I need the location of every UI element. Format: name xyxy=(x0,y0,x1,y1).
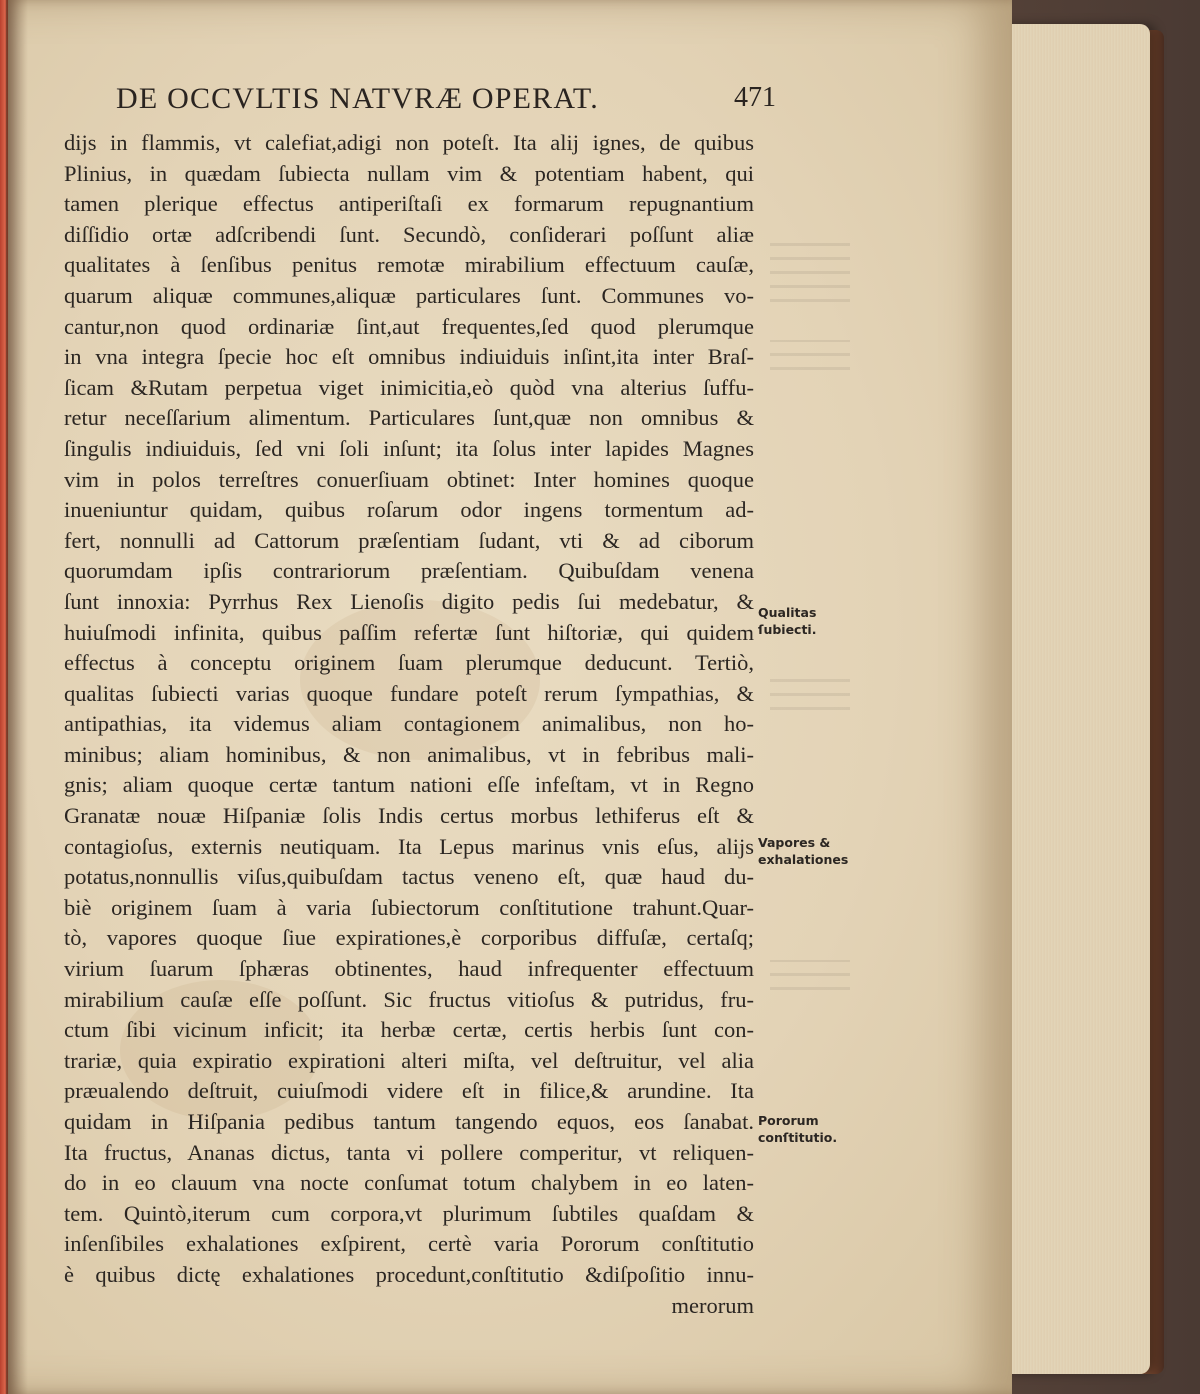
bleed-through-text xyxy=(770,242,850,302)
text-line: Granatæ nouæ Hiſpaniæ ſolis Indis certus morbus lethiferus eſt & xyxy=(64,803,754,829)
catchword: merorum xyxy=(671,1292,754,1318)
page-number: 471 xyxy=(734,82,776,113)
running-title: DE OCCVLTIS NATVRÆ OPERAT. xyxy=(116,82,599,115)
text-line: gnis; aliam quoque certæ tantum nationi eſſe infeſtam, vt in Regno xyxy=(64,772,754,798)
bleed-through-text xyxy=(770,960,850,990)
text-line: contagioſus, externis neutiquam. Ita Lepus marinus vnis eſus, alijs xyxy=(64,833,754,859)
marginal-note-line: conſtitutio. xyxy=(758,1130,838,1145)
text-line: inueniuntur quidam, quibus roſarum odor ingens tormentum ad- xyxy=(64,497,754,523)
marginal-note-vapores xyxy=(758,834,848,868)
text-line: biè originem ſuam à varia ſubiectorum conſtitutione trahunt.Quar- xyxy=(64,894,754,920)
text-line: præualendo deſtruit, cuiuſmodi videre eſt in filice,& arundine. Ita xyxy=(64,1078,754,1104)
marginal-note-line: Qualitas xyxy=(758,605,817,620)
text-line: do in eo clauum vna nocte conſumat totum chalybem in eo laten- xyxy=(64,1170,754,1196)
text-line: qualitates à ſenſibus penitus remotæ mirabilium effectuum cauſæ, xyxy=(64,252,754,278)
body-text xyxy=(64,128,754,1321)
running-head xyxy=(116,82,776,122)
text-line: quidam in Hiſpania pedibus tantum tangendo equos, eos ſanabat. xyxy=(64,1109,754,1134)
text-line: mirabilium cauſæ eſſe poſſunt. Sic fructus vitioſus & putridus, fru- xyxy=(64,986,754,1012)
text-line: è quibus dictę exhalationes procedunt,conſtitutio &diſpoſitio innu- xyxy=(64,1261,754,1287)
text-line: potatus,nonnullis viſus,quibuſdam tactus veneno eſt, quæ haud du- xyxy=(64,864,754,890)
text-line: quorumdam ipſis contrariorum præſentiam. Quibuſdam venena xyxy=(64,558,754,584)
marginal-note-line: exhalationes xyxy=(758,852,849,867)
page-edges-block xyxy=(990,24,1150,1374)
text-line: quarum aliquæ communes,aliquæ particulares ſunt. Communes vo- xyxy=(64,282,754,308)
text-line: cantur,non quod ordinariæ ſint,aut frequentes,ſed quod plerumque xyxy=(64,313,754,339)
text-line: inſenſibiles exhalationes exſpirent, certè varia Pororum conſtitutio xyxy=(64,1231,754,1257)
text-line: Plinius, in quædam ſubiecta nullam vim & potentiam habent, qui xyxy=(64,160,754,186)
text-line: fert, nonnulli ad Cattorum præſentiam ſudant, vti & ad ciborum xyxy=(64,527,754,553)
marginal-note-line: ſubiecti. xyxy=(758,622,817,637)
bleed-through-text xyxy=(770,670,850,710)
text-line: minibus; aliam hominibus, & non animalibus, vt in febribus mali- xyxy=(64,741,754,767)
text-line: qualitas ſubiecti varias quoque fundare poteſt rerum ſympathias, & xyxy=(64,680,754,706)
marginal-note-line: Vapores & xyxy=(758,835,831,850)
text-line: dijs in flammis, vt calefiat,adigi non poteſt. Ita alij ignes, de quibus xyxy=(64,130,754,155)
text-line: ctum ſibi vicinum inficit; ita herbæ certæ, certis herbis ſunt con- xyxy=(64,1017,754,1043)
marginal-note-pororum xyxy=(758,1112,837,1146)
text-line: Ita fructus, Ananas dictus, tanta vi pollere comperitur, vt reliquen- xyxy=(64,1139,754,1165)
text-line: virium ſuarum ſphæras obtinentes, haud infrequenter effectuum xyxy=(64,956,754,982)
text-line: diſſidio ortæ adſcribendi ſunt. Secundò, conſiderari poſſunt aliæ xyxy=(64,221,754,247)
text-line: ſicam &Rutam perpetua viget inimicitia,eò quòd vna alterius ſuffu- xyxy=(64,374,754,400)
text-line: tò, vapores quoque ſiue expirationes,è corporibus diffuſæ, certaſq; xyxy=(64,925,754,951)
text-line: vim in polos terreſtres conuerſiuam obtinet: Inter homines quoque xyxy=(64,466,754,492)
text-line: ſunt innoxia: Pyrrhus Rex Lienoſis digito pedis ſui medebatur, & xyxy=(64,588,754,614)
bleed-through-text xyxy=(770,340,850,370)
marginal-note-line: Pororum xyxy=(758,1113,819,1128)
text-line: in vna integra ſpecie hoc eſt omnibus indiuiduis inſint,ita inter Braſ- xyxy=(64,344,754,370)
text-line: trariæ, quia expiratio expirationi alteri miſta, vel deſtruitur, vel alia xyxy=(64,1047,754,1073)
text-line: retur neceſſarium alimentum. Particulares ſunt,quæ non omnibus & xyxy=(64,405,754,431)
text-line: effectus à conceptu originem ſuam plerumque deducunt. Tertiò, xyxy=(64,650,754,676)
gutter-shadow xyxy=(6,0,28,1394)
text-line: tem. Quintò,iterum cum corpora,vt plurimum ſubtiles quaſdam & xyxy=(64,1200,754,1226)
text-line: antipathias, ita videmus aliam contagionem animalibus, non ho- xyxy=(64,711,754,737)
marginal-note-qualitas xyxy=(758,604,816,638)
text-line: huiuſmodi infinita, quibus paſſim refertæ ſunt hiſtoriæ, qui quidem xyxy=(64,619,754,645)
text-line: tamen plerique effectus antiperiſtaſi ex formarum repugnantium xyxy=(64,191,754,217)
text-line: ſingulis indiuiduis, ſed vni ſoli inſunt; ita ſolus inter lapides Magnes xyxy=(64,435,754,461)
